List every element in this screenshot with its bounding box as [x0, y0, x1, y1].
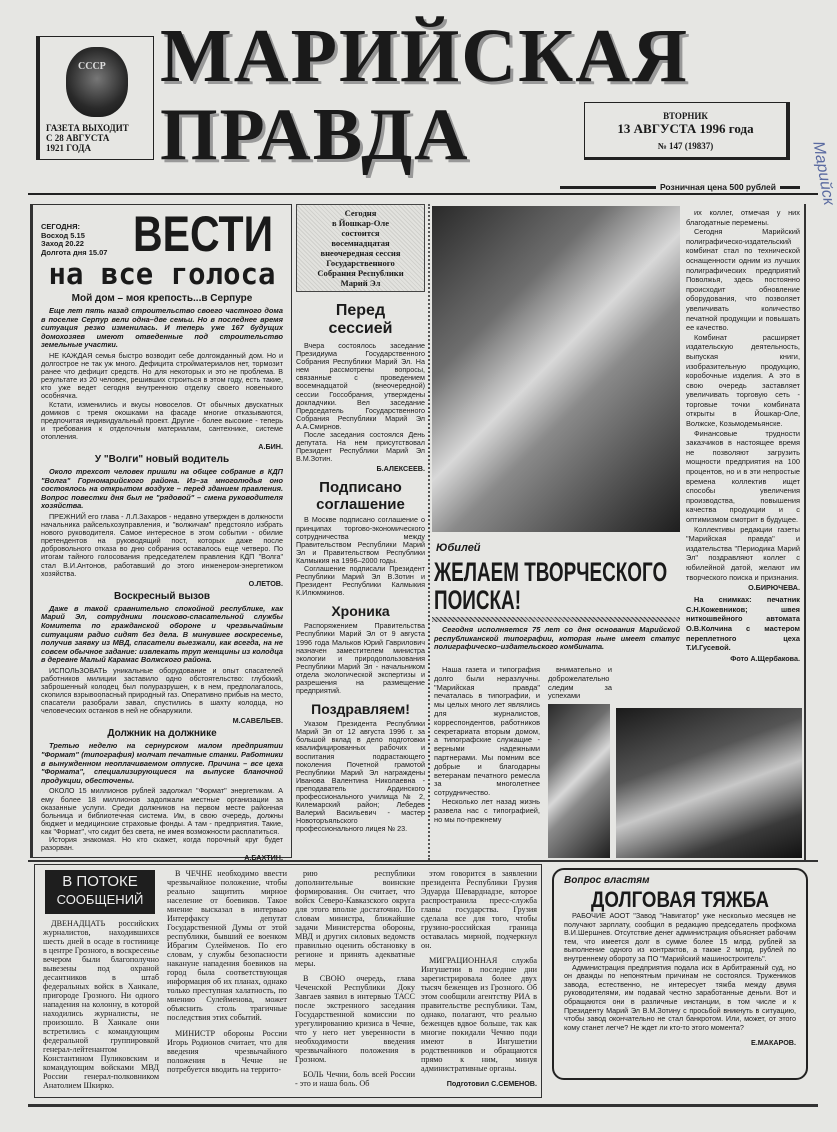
article — [41, 728, 283, 862]
sunrise: Восход 5.15 — [41, 230, 85, 240]
article-lead: Третью неделю на сернурском малом предприятии "Формат" (типография) молчат печатные станки. Работники в вынужденном неоплачиваемом отпуске. Причина – все цеха "Формата", специализирующиеся на выпуске бланочной продукции, обесточены. — [41, 741, 283, 785]
since-line: ГАЗЕТА ВЫХОДИТ — [46, 123, 129, 133]
announce-line: восемнадцатая — [331, 238, 390, 248]
article-paragraph: Финансовые трудности заказчиков в настоящее время не позволяют загрузить мощности предприятия на 100 процентов, но и в эти непростые времена коллектив ищет способы увеличения производства, повышения качества продукции и с оптимизмом смотрит в будущее. — [686, 428, 800, 524]
news-item: МИГРАЦИОННАЯ служба Ингушетии в последние дни зарегистрировала более двух тысяч беженцев из Грозного. Об этом сообщили агентству РИА в правительстве республики. Там, однако, полагают, что реально беженцев вдвое больше, так как многие покидали Чечню поди имеют в Ингушетии родственников и обращаются прямо к ним, минуя административные органы. — [421, 956, 537, 1073]
article-author: Е.МАКАРОВ. — [750, 1038, 796, 1048]
workers-photo — [616, 708, 802, 858]
stream-col4 — [421, 869, 537, 1091]
sunset: Заход 20.22 — [41, 239, 84, 249]
announce-line: в Йошкар-Оле — [331, 218, 390, 228]
rubric-vesti: ВЕСТИ — [133, 206, 274, 262]
announce-line: Марий Эл — [340, 278, 381, 288]
article-title: Должник на должнике — [107, 728, 217, 740]
announce-line: Сегодня — [344, 208, 377, 218]
article-paragraph: Кстати, изменились и вкусы новоселов. От обычных двускатных домиков с тремя окошками на фасаде многие отказываются, предпочитая индивидуальный проект. Другие - более высокие - теперь и требования к отделочным материалам, сантехнике, системе отопления. — [41, 399, 283, 441]
middle-column — [296, 204, 425, 858]
emblem-box — [36, 36, 154, 160]
news-item: этом говорится в заявлении президента Республики Грузия Эдуарда Шеварднадзе, которое распространила пресс-служба главы государства. Грузия сделала все для того, чтобы грузино-российская граница оставалась мирной, подчеркнул он. — [421, 869, 537, 950]
article-paragraph: Распоряжением Правительства Республики Марий Эл от 9 августа 1996 года Мальков Юрий Гаврилович назначен заместителем министра экологии и природопользования Республики Марий Эл - начальником отдела экологической экспертизы и разрешения на размещение предприятий. — [296, 621, 425, 696]
compiler: Подготовил С.СЕМЕНОВ. — [446, 1079, 537, 1088]
printer-photo — [432, 206, 680, 532]
announce-line: состоится — [341, 228, 380, 238]
issue-date: 13 АВГУСТА 1996 года — [617, 121, 754, 136]
article-paragraph: История знакомая. Но кто скажет, когда порочный круг будет разорван. — [41, 834, 283, 853]
news-stream-box — [34, 864, 542, 1098]
article-lead: Около трехсот человек пришли на общее собрание в КДП "Волга" Горномарийского района. Из–за многолюдья оно состоялось на открытом воздухе – перед зданием правления. Вопрос повестки дня был не "рядовой" – смена руководителя хозяйства. — [41, 467, 283, 511]
article-paragraph: Сегодня Марийский полиграфическо-издательский комбинат стал по технической оснащенности одним из лучших полиграфических предприятий Поволжья, здесь постоянно происходит обновление оборудования, что позволяет увеличивать количество печатной продукции и повышать ее качество. — [686, 227, 800, 333]
header-line: СООБЩЕНИЙ — [56, 892, 144, 907]
rubric-subtitle: на все голоса — [48, 257, 276, 291]
announce-line: Государственного — [326, 258, 395, 268]
article-paragraph: Соглашение подписали Президент Республики Марий Эл В.Зотин и Президент Республики Калмыкия К.Илюмжинов. — [296, 563, 425, 598]
article-lead: Еще лет пять назад строительство своего частного дома в поселке Серпур вели одна–две семьи. Но в последнее время ситуация резко изменилась. И теперь уже 167 будущих домохозяев имеют отведенные под строительство земельные участки. — [41, 306, 283, 350]
announce-line: Собрания Республики — [317, 268, 404, 278]
article-author: А.БИН. — [258, 442, 283, 451]
news-item: рию республики дополнительные воинские формирования. Он считает, что войск Северо-Кавказского округа для этого вполне достаточно. По словам министра, ближайшие задачи Министерства обороны, МВД и других силовых ведомств правильно оценить обстановку в регионе и принять адекватные меры. — [295, 869, 415, 968]
bottom-rule — [28, 1104, 818, 1107]
since-line: 1921 ГОДА — [46, 143, 91, 153]
handwritten-note: Марийск — [809, 140, 837, 207]
article-author: О.БИРЮЧЕВА. — [748, 583, 800, 593]
masthead — [0, 0, 837, 207]
article-paragraph: После заседания состоялся День депутата. На нем присутствовал Президент Республики Марий Эл В.М.Зотин. — [296, 430, 425, 464]
price: Розничная цена 500 рублей — [659, 182, 776, 192]
article-author: М.САВЕЛЬЕВ. — [232, 716, 283, 726]
announce-line: внеочередная сессия — [320, 248, 401, 258]
article-paragraph: Комбинат расширяет издательскую деятельность, выпуская книги, изобразительную продукцию, коробочные изделия. А это в свою очередь заставляет увеличивать торговую сеть - торговые точки комбината открыты в Йошкар-Оле, Волжске, Козьмодемьянске. — [686, 332, 800, 429]
article-paragraph: В Москве подписано соглашение о принципах торгово-экономического сотрудничества между Правительством Республики Марий Эл и Правительством Республики Калмыкия на 1996–2000 годы. — [296, 515, 425, 565]
section-divider — [28, 860, 818, 862]
weekday: ВТОРНИК — [663, 111, 708, 121]
news-column — [30, 204, 292, 863]
order-emblem-icon — [66, 47, 128, 117]
issue-number: № 147 (19837) — [657, 141, 714, 151]
feature-col1 — [434, 666, 540, 824]
article-title: Мой дом – моя крепость...в Серпуре — [71, 293, 253, 304]
article — [41, 293, 283, 451]
feature-col2 — [548, 666, 612, 701]
article-paragraph: РАБОЧИЕ АООТ "Завод "Навигатор" уже несколько месяцев не получают зарплату, сообщил в редакцию председатель профкома В.И.Шершнев. Отсутствие денег администрация объясняет рабочим тем, что имеется долг в сумме более 15 млрд. рублей за выполнение одного из контрактов, а также 2 млрд. рублей по внутреннему обороту за ПО "Марийский машиностроитель". — [564, 911, 796, 963]
header-line: В ПОТОКЕ — [62, 873, 138, 890]
stream-col1 — [43, 919, 159, 1090]
article-paragraph: ИСПОЛЬЗОВАТЬ уникальные оборудование и опыт спасателей работников милиции заставило одно обстоятельство: глубокий, заброшенный колодец был полуразрушен, к в нем, предполагалось, скопился взрывоопасный природный газ. Оперативно прибыв на место, спасатели разобрали завал, спустились в шахту колодца, но человеческих останков в ней не обнаружили. — [41, 665, 283, 716]
article — [41, 454, 283, 588]
question-title: ДОЛГОВАЯ ТЯЖБА — [591, 887, 769, 912]
article-paragraph: Администрация предприятия подала иск в Арбитражный суд, но он дважды по непонятным причинам не состоялся. Тружеников завода, естественно, не интересует тяжба между двумя руководителями, им подавай честно заработанные деньги. Вот и обращаются они в различные инстанции, в том числе и к Президенту Марий Эл В.М.Зотину с просьбой вникнуть в ситуацию, чтобы завод окончательно не стал банкротом. Или, может, от этого кому станет легче? Не ждет ли кто-то этого момента? — [564, 962, 796, 1032]
article-paragraph: ОКОЛО 15 миллионов рублей задолжал "Формат" энергетикам. А ему более 18 миллионов задолжали местные организации за оказанные услуги. Среди должников на первом месте районная больница и библиотечная система. Им, в свою очередь, должны бюджет и медицинские страховые фонды. А там - предприятия. Такие, как "Формат", что сидит без света, не имея возможности расплатиться. — [41, 786, 283, 836]
article-author: А.БАХТИН. — [244, 853, 283, 863]
article-title: У "Волги" новый водитель — [94, 454, 230, 465]
article-paragraph: их коллег, отмечая у них благодатные перемены. — [686, 208, 800, 227]
date-box — [584, 102, 790, 160]
stream-col2 — [167, 869, 287, 1074]
article-paragraph: Несколько лет назад жизнь развела нас с типографией, но мы по-прежнему — [434, 796, 540, 824]
news-item: МИНИСТР обороны России Игорь Родионов считает, что для введения чрезвычайного положения в Чечне не потребуется вводить на террито- — [167, 1029, 287, 1074]
article-title: Хроника — [331, 603, 390, 620]
feature-title: ЖЕЛАЕМ ТВОРЧЕСКОГО ПОИСКА! — [434, 557, 668, 615]
question-rubric: Вопрос властям — [564, 875, 650, 886]
today-label: СЕГОДНЯ: — [41, 222, 80, 231]
bindery-photo — [548, 704, 610, 858]
article-paragraph: внимательно и доброжелательно следим за успехами — [548, 665, 612, 701]
news-item: БОЛЬ Чечни, боль всей России - это и наша боль. Об — [295, 1070, 415, 1088]
article-paragraph: Указом Президента Республики Марий Эл от 12 августа 1996 г. за большой вклад в дело подготовки квалифицированных рабочих и воспитания подрастающего поколения Почетной грамотой Республики Марий Эл награждены Иванова Валентина Николаевна - преподаватель Ардинского профессионального училища № 2, Килемарский район; Лебедев Валерий Васильевич - мастер Новоторъяльского профессионального лицея № 23. — [296, 719, 425, 834]
since-text — [46, 123, 129, 153]
article-paragraph: Вчера состоялось заседание Президиума Государственного Собрания Республики Марий Эл. На нем рассмотрены вопросы, связанные с проведением восемнадцатой (внеочередной) сессии Госсобрания, утверждены докладчики. Вел заседание Председатель Государственного Собрания Республики Марий Эл А.А.Смирнов. — [296, 341, 425, 431]
article-title: Перед сессией — [328, 302, 393, 337]
top-divider — [28, 193, 818, 195]
emblem-text: СССР — [78, 61, 106, 72]
newspaper-title-line2: ПРАВДА — [160, 94, 470, 176]
article-lead: Даже в такой сравнительно спокойной республике, как Марий Эл, сотрудники поисково-спасательной службы Комитета по гражданской обороне и чрезвычайным ситуациям радио сидят без дела. В минувшее воскресенье, получив заявку из МВД, спасатели выезжали, как всегда, на не совсем обычное задание: извлекать труп женщины из колодца в деревне Малый Карамас Волжского района. — [41, 603, 283, 665]
since-line: С 28 АВГУСТА — [46, 133, 110, 143]
sun-times — [41, 223, 125, 257]
feature-lead: Сегодня исполняется 75 лет со дня основания Марийской республиканской типографии, которая ныне имеет статус полиграфическо–издательского комбината. — [434, 625, 680, 652]
question-box — [552, 868, 808, 1080]
news-stream-header — [45, 870, 155, 914]
photo-caption: На снимках: печатник С.Н.Кожевников; швея ниткошвейного автомата О.В.Колчина с мастером переплетного цеха Т.И.Гусевой. — [686, 595, 800, 653]
price-line — [560, 182, 800, 192]
article-title: Воскресный вызов — [113, 590, 211, 602]
hatched-rule — [432, 617, 680, 622]
article-paragraph: Коллективы редакции газеты "Марийская правда" и издательства "Периодика Марий Эл" поздравляют коллег с юбилейной датой, желают им творческого поиска и признания. — [686, 524, 800, 582]
feature-right-column — [686, 208, 800, 666]
newspaper-title-line1: МАРИЙСКАЯ — [160, 14, 690, 98]
article-author: Б.АЛЕКСЕЕВ. — [376, 464, 425, 474]
right-border — [804, 204, 806, 860]
article-paragraph: НЕ КАЖДАЯ семья быстро возводит себе долгожданный дом. Но и долгострое не так уж много. Дефицита стройматериалов нет, тормозит ранее что дефицит средств. Но для некоторых и это не проблема. В результате из 20 человек, решивших строиться в этом году, есть такие, кто уже ведет сегодня внутреннюю отделку своего новенького особнячка. — [41, 350, 283, 401]
article-paragraph: ПРЕЖНИЙ его глава - Л.Л.Захаров - недавно утвержден в должности начальника райсельхозуправления, и "волжичам" предстояло избрать нового руководителя. Самое интересное в этом событии - обилие претендентов на руководящий пост, которых даже после добровольного отказа во дню собрания оставалось еще четверо. По итогам тайного голосования председателем правления КДП "Волга" стал В.И.Антонов, работавший до этого инженером-энергетиком хозяйства. — [41, 511, 283, 578]
article-title: Подписано соглашение — [316, 479, 405, 514]
news-item: В ЧЕЧНЕ необходимо ввести чрезвычайное положение, чтобы реально защитить мирное население от боевиков. Такое мнение высказал в интервью Интерфаксу депутат Государственной Думы от этой республики, бывший ее военком Ибрагим Сулейменов. По его словам, у службы безопасности накануне нападения боевиков на город была соответствующая информация об их планах, однако только преступная халатность, по мнению Сулейменова, может объяснить столь трагичные последствия этих событий. — [167, 869, 287, 1022]
day-length: Долгота дня 15.07 — [41, 247, 108, 257]
news-item: В СВОЮ очередь, глава Чеченской Республики Доку Завгаев заявил в интервью ТАСС после экстренного заседания Государственной комиссии по урегулированию кризиса в Чечне, что у него нет уверенности в необходимости введения чрезвычайного положения в Грозном. — [295, 974, 415, 1064]
session-announcement — [296, 204, 425, 292]
feature-rubric: Юбилей — [436, 542, 481, 554]
photo-credit: Фото А.Щербакова. — [730, 653, 800, 663]
news-item: ДВЕНАДЦАТЬ российских журналистов, находившихся шесть дней в осаде в гостинице в центре Грозного, в воскресенье вечером были благополучно вывезены под охраной десантников в штаб федеральных войск в Ханкале, пригороде Грозного. Ни одного нападения на колонну, в которой находились журналисты, не произошло. В Ханкале они встретились с командующим федеральной группировкой генерал-лейтенантом Константином Пуликовским и командующим войсками МВД России генерал-полковником Анатолием Шкирко. — [43, 919, 159, 1090]
article — [41, 591, 283, 726]
article-author: О.ЛЕТОВ. — [248, 578, 283, 588]
stream-col3 — [295, 869, 415, 1088]
article-title: Поздравляем! — [311, 701, 410, 718]
article-paragraph: Наша газета и типография долго были неразлучны. "Марийская правда" печаталась в типографии, и мы целых много лет являлись для журналистов, корреспондентов, работников секретариата вторым домом, а типографские служащие - верными надежными партнерами. Мы помним все добрые и благодарны ветеранам печатного ремесла за многолетнее сотрудничество. — [434, 665, 540, 798]
column-divider — [428, 204, 430, 860]
